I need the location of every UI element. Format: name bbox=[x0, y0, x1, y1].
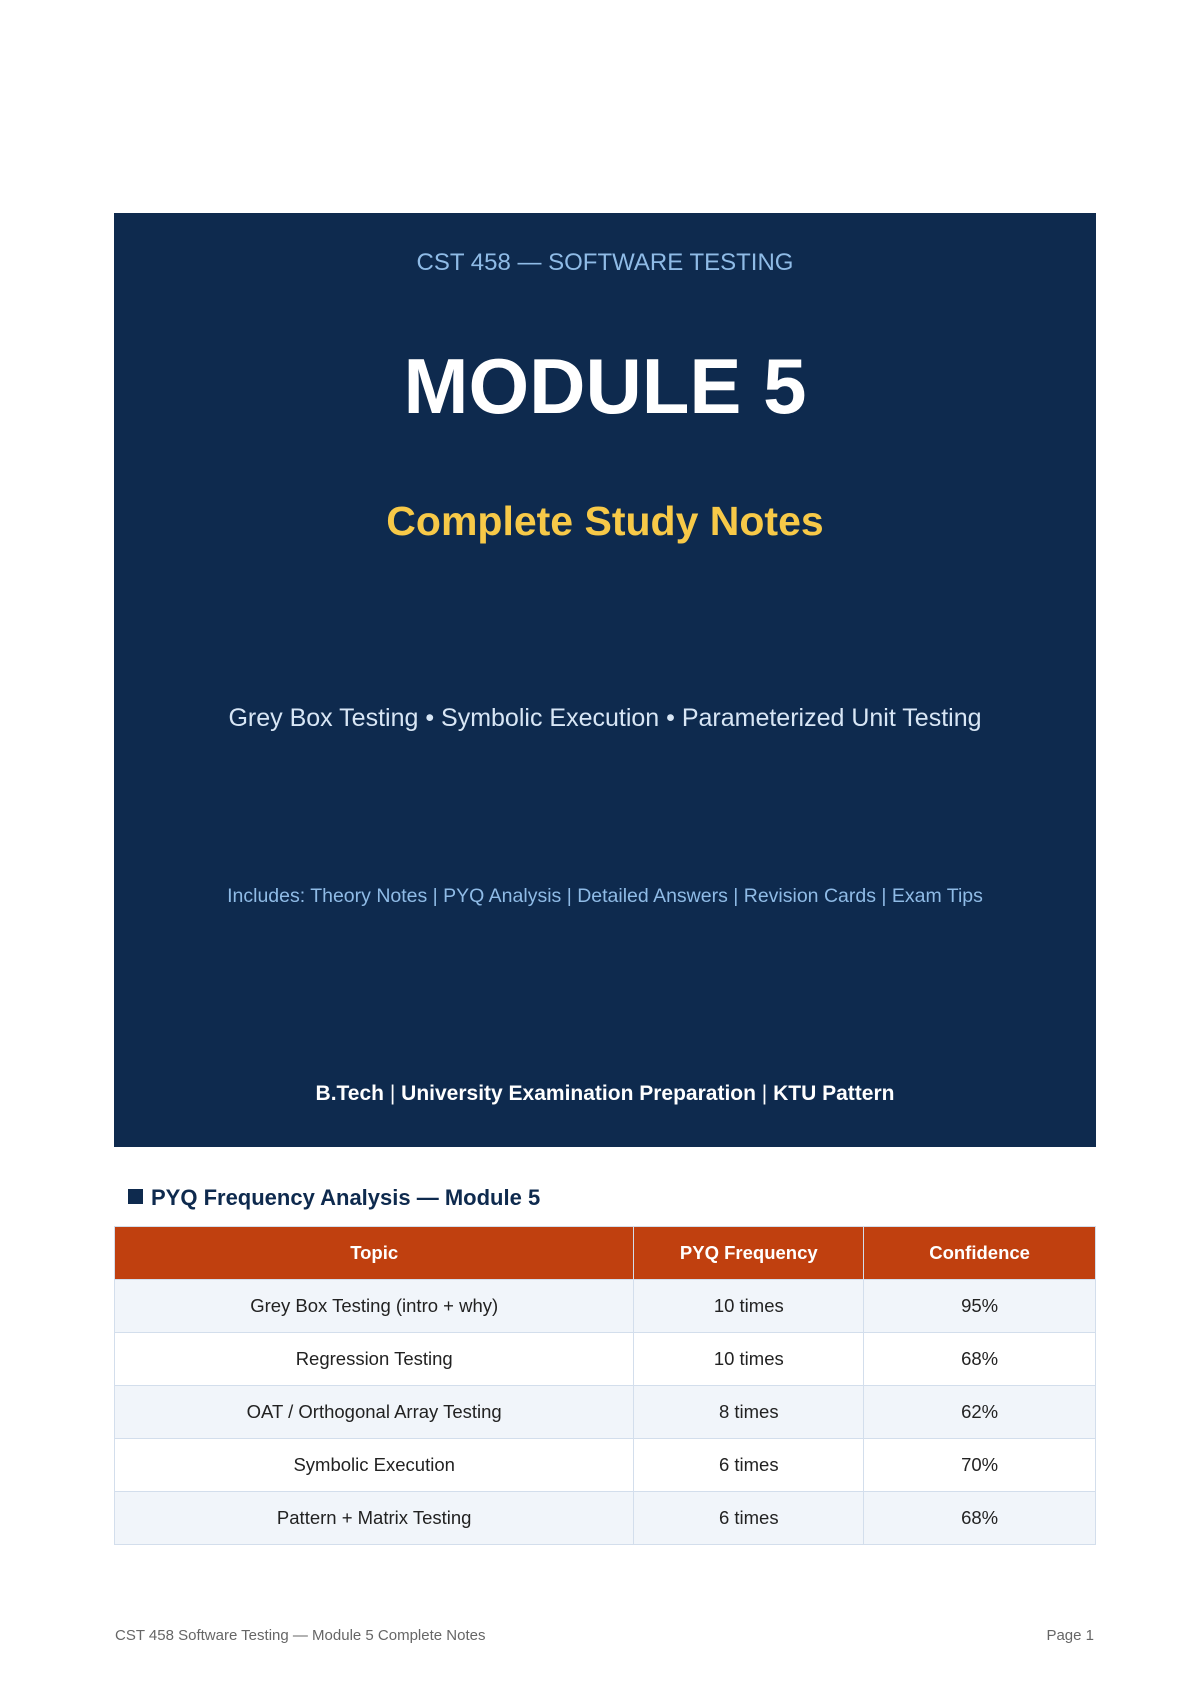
table-row bbox=[115, 1439, 1096, 1492]
subtitle: Complete Study Notes bbox=[386, 498, 824, 544]
module-title: MODULE 5 bbox=[403, 342, 807, 430]
confidence-cell: 62% bbox=[864, 1386, 1096, 1439]
includes-line: Includes: Theory Notes | PYQ Analysis | Detailed Answers | Revision Cards | Exam Tips bbox=[227, 885, 983, 907]
confidence-cell: 68% bbox=[864, 1492, 1096, 1545]
column-header-topic: Topic bbox=[115, 1227, 634, 1280]
separator: | bbox=[389, 1082, 396, 1105]
cover-banner bbox=[114, 213, 1096, 1147]
confidence-cell: 95% bbox=[864, 1280, 1096, 1333]
frequency-cell: 6 times bbox=[634, 1439, 864, 1492]
course-title: CST 458 — SOFTWARE TESTING bbox=[416, 249, 794, 276]
topics-line: Grey Box Testing • Symbolic Execution • Parameterized Unit Testing bbox=[228, 704, 982, 732]
frequency-cell: 10 times bbox=[634, 1333, 864, 1386]
program-purpose: University Examination Preparation bbox=[401, 1082, 756, 1105]
program-pattern: KTU Pattern bbox=[773, 1082, 895, 1105]
footer-title: CST 458 Software Testing — Module 5 Complete Notes bbox=[115, 1627, 486, 1644]
pyq-frequency-table bbox=[114, 1226, 1096, 1545]
table-row bbox=[115, 1333, 1096, 1386]
topic-cell: Symbolic Execution bbox=[115, 1439, 634, 1492]
column-header-frequency: PYQ Frequency bbox=[634, 1227, 864, 1280]
square-bullet-icon bbox=[128, 1189, 143, 1204]
section-heading-text: PYQ Frequency Analysis — Module 5 bbox=[151, 1185, 541, 1210]
frequency-cell: 8 times bbox=[634, 1386, 864, 1439]
confidence-cell: 70% bbox=[864, 1439, 1096, 1492]
table-row bbox=[115, 1280, 1096, 1333]
program-line bbox=[114, 1082, 1096, 1106]
table-header-row bbox=[115, 1227, 1096, 1280]
topic-cell: Pattern + Matrix Testing bbox=[115, 1492, 634, 1545]
program-degree: B.Tech bbox=[315, 1082, 384, 1105]
topic-cell: Regression Testing bbox=[115, 1333, 634, 1386]
column-header-confidence: Confidence bbox=[864, 1227, 1096, 1280]
table-row bbox=[115, 1492, 1096, 1545]
page-number: Page 1 bbox=[1046, 1627, 1094, 1644]
table-row bbox=[115, 1386, 1096, 1439]
frequency-cell: 10 times bbox=[634, 1280, 864, 1333]
topic-cell: OAT / Orthogonal Array Testing bbox=[115, 1386, 634, 1439]
separator: | bbox=[761, 1082, 768, 1105]
section-heading bbox=[128, 1185, 540, 1211]
confidence-cell: 68% bbox=[864, 1333, 1096, 1386]
frequency-cell: 6 times bbox=[634, 1492, 864, 1545]
topic-cell: Grey Box Testing (intro + why) bbox=[115, 1280, 634, 1333]
